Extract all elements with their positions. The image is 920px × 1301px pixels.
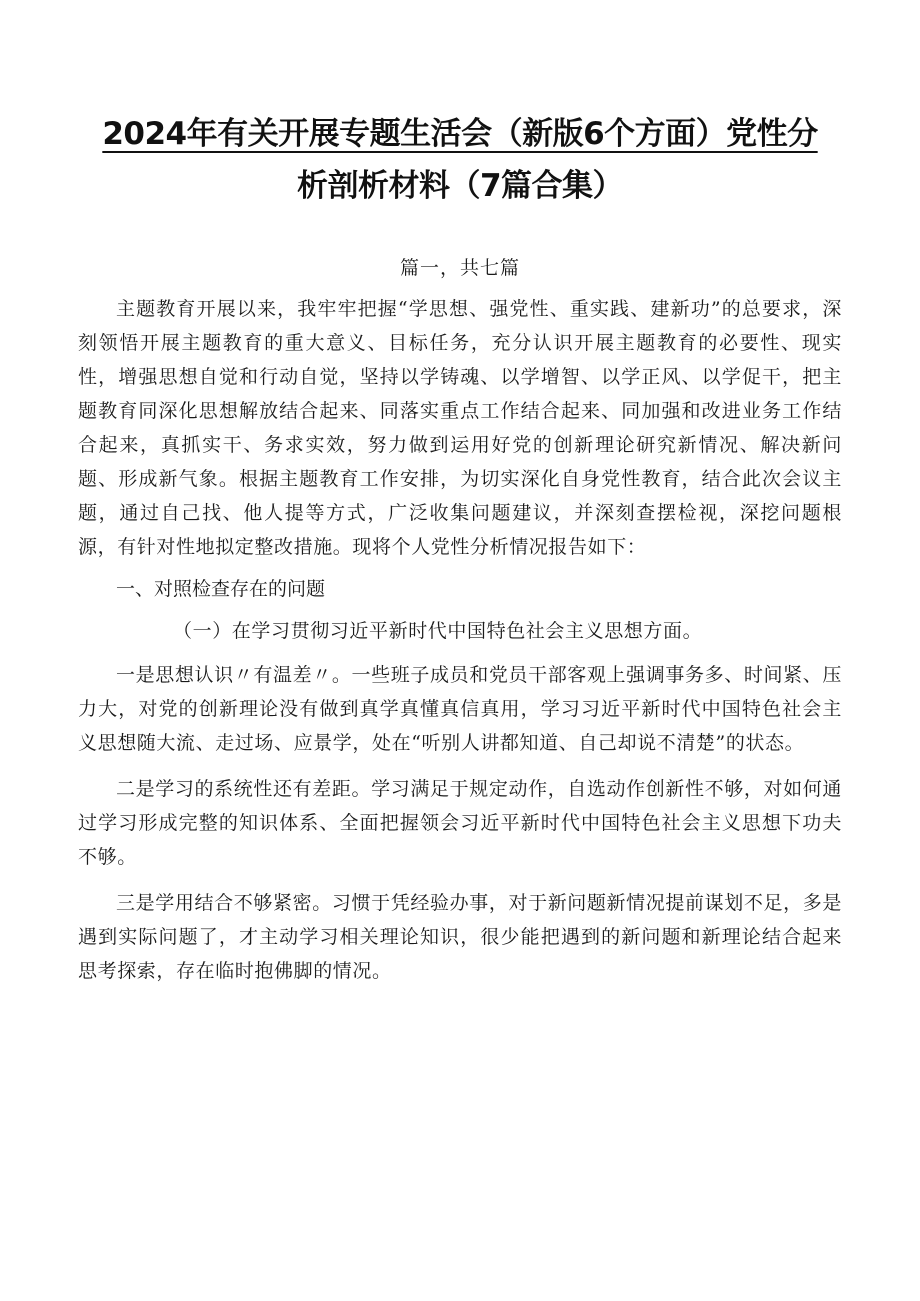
document-title — [70, 108, 850, 212]
title-line-2: 析剖析材料（7篇合集） — [296, 168, 624, 204]
section-heading: 一、对照检查存在的问题 — [116, 578, 326, 600]
subsection-heading: （一）在学习贯彻习近平新时代中国特色社会主义思想方面。 — [173, 620, 703, 642]
point-paragraph-3: 三是学用结合不够紧密。习惯于凭经验办事，对于新问题新情况提前谋划不足，多是遇到实际问题了，才主动学习相关理论知识，很少能把遇到的新问题和新理论结合起来思考探索，存在临时抱佛脚的情况。 — [78, 892, 842, 982]
point-paragraph-1: 一是思想认识〃有温差〃。一些班子成员和党员干部客观上强调事务多、时间紧、压力大，对党的创新理论没有做到真学真懂真信真用，学习习近平新时代中国特色社会主义思想随大流、走过场、应景学，处在“听别人讲都知道、自己却说不清楚”的状态。 — [78, 664, 842, 754]
intro-paragraph: 主题教育开展以来，我牢牢把握“学思想、强党性、重实践、建新功”的总要求，深刻领悟开展主题教育的重大意义、目标任务，充分认识开展主题教育的必要性、现实性，增强思想自觉和行动自觉，坚持以学铸魂、以学增智、以学正风、以学促干，把主题教育同深化思想解放结合起来、同落实重点工作结合起来、同加强和改进业务工作结合起来，真抓实干、务求实效，努力做到运用好党的创新理论研究新情况、解决新问题、形成新气象。根据主题教育工作安排，为切实深化自身党性教育，结合此次会议主题，通过自己找、他人提等方式，广泛收集问题建议，并深刻查摆检视，深挖问题根源，有针对性地拟定整改措施。现将个人党性分析情况报告如下： — [78, 298, 842, 558]
title-line-1: 2024年有关开展专题生活会（新版6个方面）党性分 — [102, 116, 818, 152]
document-subtitle: 篇一，共七篇 — [399, 257, 520, 279]
point-paragraph-2: 二是学习的系统性还有差距。学习满足于规定动作，自选动作创新性不够，对如何通过学习形成完整的知识体系、全面把握领会习近平新时代中国特色社会主义思想下功夫不够。 — [78, 778, 842, 868]
document-body — [78, 292, 842, 988]
